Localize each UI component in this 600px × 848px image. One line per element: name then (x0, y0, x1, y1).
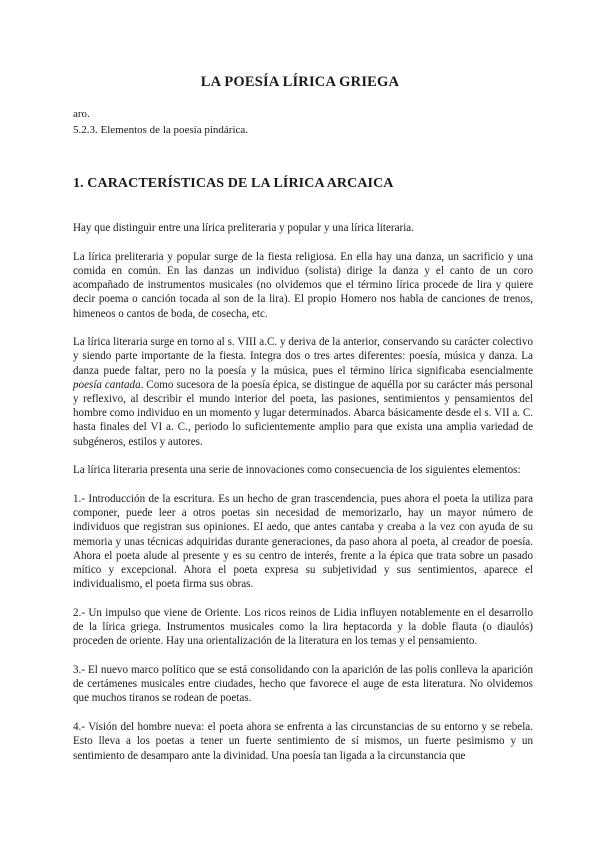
body-text (73, 221, 533, 777)
emphasis-text: poesía cantada (73, 378, 141, 391)
page-title: LA POESÍA LÍRICA GRIEGA (200, 74, 400, 90)
paragraph (73, 335, 533, 449)
paragraph-text: La lírica literaria surge en torno al s. VIII a.C. y deriva de la anterior, conservando su carácter colectivo y siendo parte importante de la fiesta. Integra dos o tres artes diferentes: poesía, música y danza. La danza puede faltar, pero no la poesía y la música, pues el término lírica significaba esencialmente (73, 336, 533, 377)
paragraph: 2.- Un impulso que viene de Oriente. Los ricos reinos de Lidia influyen notablemente en el desarrollo de la lírica griega. Instrumentos musicales como la lira heptacorda y la doble flauta (o diaulós) proceden de oriente. Hay una orientalización de la literatura en los temas y el pensamiento. (73, 606, 533, 648)
paragraph: La lírica literaria presenta una serie de innovaciones como consecuencia de los siguientes elementos: (73, 464, 521, 477)
table-of-contents-fragment (73, 106, 248, 138)
toc-line: aro. (73, 108, 90, 120)
toc-line: 5.2.3. Elementos de la poesía pindárica. (73, 124, 249, 136)
paragraph: 4.- Visión del hombre nueva: el poeta ahora se enfrenta a las circunstancias de su entorno y se rebela. Esto lleva a los poetas a tener un fuerte sentimiento de sí mismos, un fuerte pesimismo y un sentimiento de desamparo ante la divinidad. Una poesía tan ligada a la circunstancia que (73, 721, 533, 762)
paragraph: 3.- El nuevo marco político que se está consolidando con la aparición de las polis conlleva la aparición de certámenes musicales entre ciudades, hecho que favorece el auge de esta literatura. No olvidemos que muchos tiranos se rodean de poetas. (73, 664, 533, 705)
paragraph: 1.- Introducción de la escritura. Es un hecho de gran trascendencia, pues ahora el poeta la utiliza para componer, puede leer a otros poetas sin necesidad de memorizarlo, hay un mayor número de individuos que registran sus opiniones. El aedo, que antes cantaba y creaba a la vez con ayuda de su memoria y unas técnicas adquiridas durante generaciones, da paso ahora al poeta, al creador de poesía. Ahora el poeta alude al presente y es su centro de interés, frente a la épica que trata sobre un pasado mítico y excepcional. Ahora el poeta expresa su subjetividad y sus sentimientos, aparece el individualismo, el poeta firma sus obras. (73, 493, 533, 591)
paragraph: La lírica preliteraria y popular surge de la fiesta religiosa. En ella hay una danza, un sacrificio y una comida en común. En las danzas un individuo (solista) dirige la danza y el canto de un coro acompañado de instrumentos musicales (no olvidemos que el término lírica procede de lira y quiere decir poema o canción tocada al son de la lira). El propio Homero nos habla de canciones de trenos, himeneos o cantos de boda, de cosecha, etc. (73, 250, 533, 320)
paragraph: Hay que distinguir entre una lírica preliteraria y popular y una lírica literaria. (73, 222, 414, 234)
paragraph-text: . Como sucesora de la poesía épica, se distingue de aquélla por su carácter más personal y reflexivo, al describir el mundo interior del poeta, las pasiones, sentimientos y pensamientos del hombre como individuo en un momento y lugar determinados. Abarca básicamente desde el s. VII a. C. hasta finales del VI a. C., periodo lo suficientemente amplio para que exista una amplia variedad de subgéneros, estilos y autores. (73, 378, 534, 448)
section-heading: 1. CARACTERÍSTICAS DE LA LÍRICA ARCAICA (73, 176, 394, 191)
